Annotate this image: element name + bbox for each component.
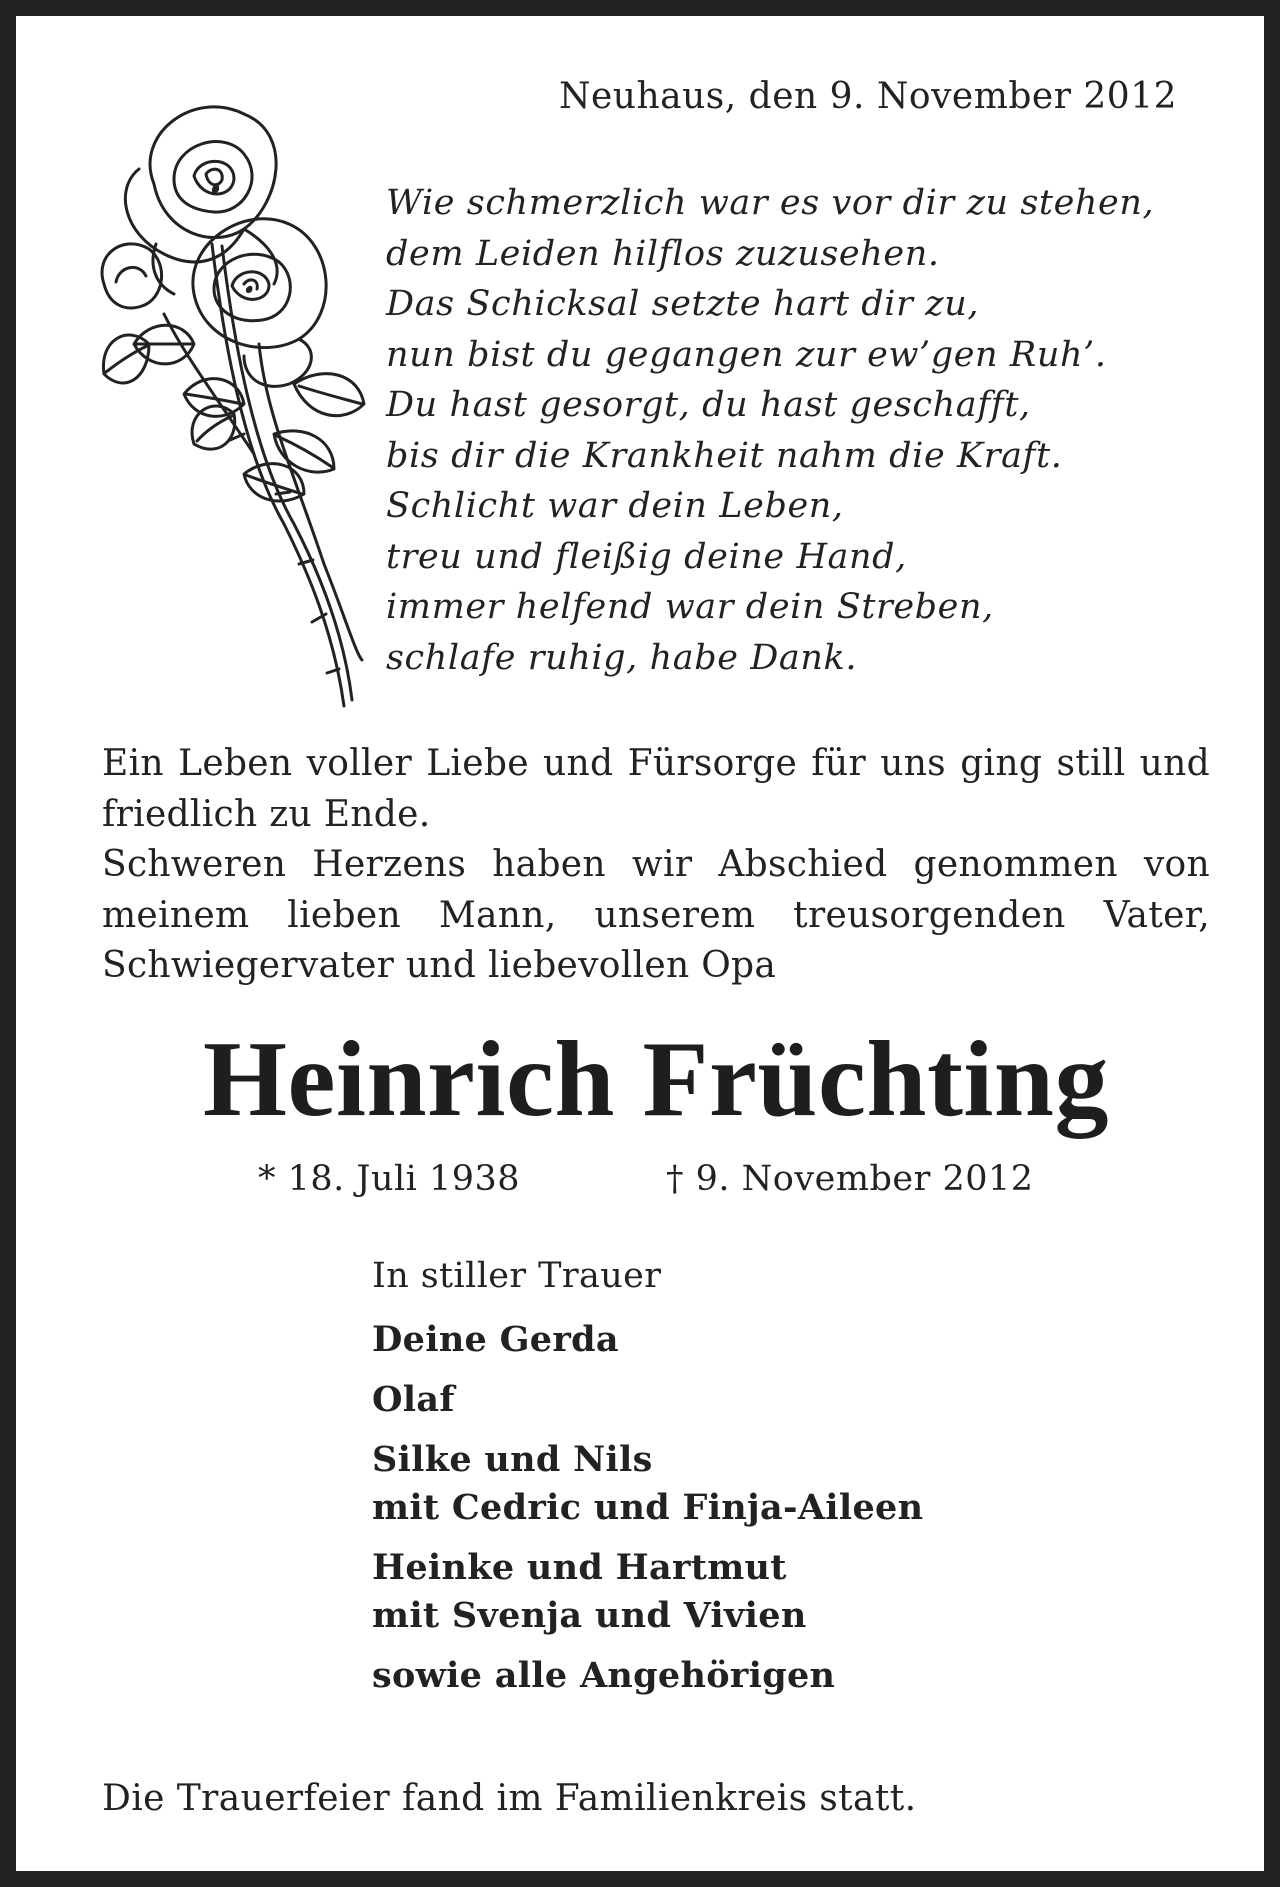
- poem-line: Wie schmerzlich war es vor dir zu stehen,: [386, 183, 1155, 223]
- poem-line: treu und fleißig deine Hand,: [386, 536, 907, 577]
- intro-text: [102, 739, 1210, 992]
- mourner-group: [372, 1652, 923, 1700]
- place-date: Neuhaus, den 9. November 2012: [558, 76, 1177, 117]
- poem-line: nun bist du gegangen zur ew’gen Ruh’.: [386, 334, 1107, 375]
- mourner-group: [372, 1316, 923, 1364]
- rose-icon: [94, 94, 366, 716]
- mourner-name: Deine Gerda: [372, 1319, 619, 1360]
- deceased-name: Heinrich Früchting: [203, 1020, 1109, 1139]
- poem-line: Das Schicksal setzte hart dir zu,: [386, 284, 980, 324]
- poem-line: Du hast gesorgt, du hast geschafft,: [386, 385, 1031, 425]
- mourner-name: Silke und Nils: [372, 1439, 653, 1480]
- poem-line: dem Leiden hilflos zuzusehen.: [386, 233, 940, 274]
- intro-paragraph-2: Schweren Herzens haben wir Abschied genommen von meinem lieben Mann, unserem treusorgenden Vater, Schwiegervater und liebevollen Opa: [102, 844, 1210, 986]
- mourner-name: mit Cedric und Finja-Aileen: [372, 1487, 924, 1528]
- mourner-name: Heinke und Hartmut: [372, 1547, 787, 1588]
- poem-line: immer helfend war dein Streben,: [386, 587, 994, 627]
- mourner-group: [372, 1436, 923, 1532]
- mourner-name: sowie alle Angehörigen: [372, 1655, 836, 1696]
- poem: [386, 178, 1154, 683]
- mourner-name: mit Svenja und Vivien: [372, 1595, 807, 1636]
- poem-line: Schlicht war dein Leben,: [386, 486, 844, 526]
- closing-note: Die Trauerfeier fand im Familienkreis statt.: [102, 1778, 917, 1819]
- birth-date: * 18. Juli 1938: [258, 1159, 521, 1199]
- poem-line: schlafe ruhig, habe Dank.: [386, 637, 858, 678]
- mourner-group: [372, 1544, 923, 1640]
- death-date: † 9. November 2012: [666, 1159, 1034, 1199]
- mourners-list: [372, 1256, 923, 1712]
- intro-paragraph-1: Ein Leben voller Liebe und Fürsorge für uns ging still und friedlich zu Ende.: [102, 743, 1210, 835]
- mourners-heading: In stiller Trauer: [372, 1256, 662, 1296]
- mourner-name: Olaf: [372, 1379, 455, 1420]
- mourner-group: [372, 1376, 923, 1424]
- poem-line: bis dir die Krankheit nahm die Kraft.: [386, 435, 1063, 476]
